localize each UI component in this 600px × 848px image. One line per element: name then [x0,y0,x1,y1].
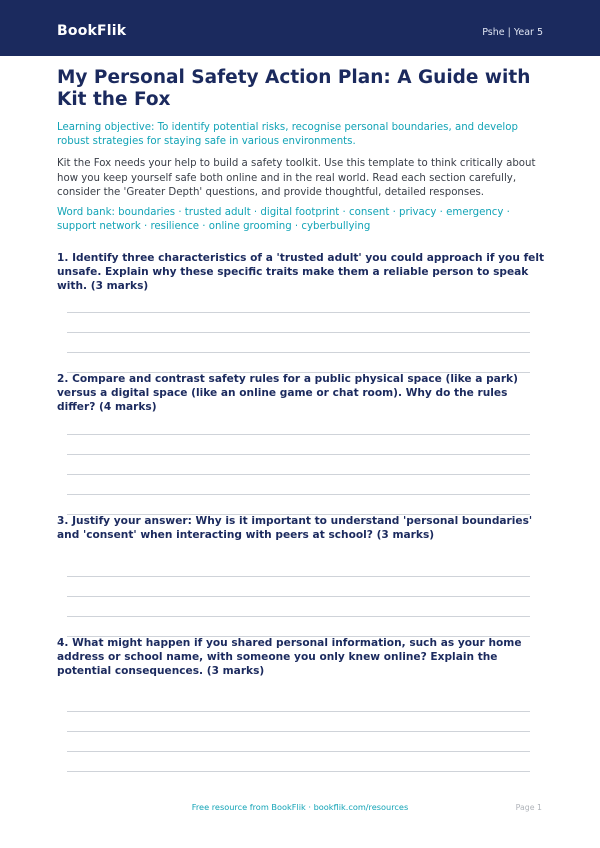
answer-line[interactable] [67,711,530,712]
answer-line[interactable] [67,731,530,732]
answer-line[interactable] [67,596,530,597]
header-bar [0,0,600,56]
question-2 [57,372,547,414]
brand-logo[interactable]: BookFlik [57,23,127,39]
footer-resource-link[interactable]: Free resource from BookFlik · bookflik.com/resources [191,802,409,812]
page-title: My Personal Safety Action Plan: A Guide with Kit the Fox [57,67,531,110]
question-text: 2. Compare and contrast safety rules for a public physical space (like a park) versus a digital space (like an online game or chat room). Why do the rules differ? (4 marks) [57,373,518,413]
question-text: 1. Identify three characteristics of a 'trusted adult' you could approach if you felt unsafe. Explain why these specific traits make them a reliable person to speak with. (3 marks) [57,252,545,292]
page-number: Page 1 [515,803,542,812]
answer-line[interactable] [67,576,530,577]
answer-line[interactable] [67,751,530,752]
question-1 [57,251,547,293]
word-bank: Word bank: boundaries · trusted adult · digital footprint · consent · privacy · emergency · support network · resilience · online grooming · cyberbullying [57,207,510,232]
learning-objective: Learning objective: To identify potential risks, recognise personal boundaries, and develop robust strategies for staying safe in various environments. [57,122,518,147]
answer-line[interactable] [67,454,530,455]
answer-line[interactable] [67,312,530,313]
subject-year: Pshe | Year 5 [482,27,543,38]
question-4 [57,636,547,678]
answer-line[interactable] [67,434,530,435]
answer-line[interactable] [67,771,530,772]
question-3 [57,514,547,542]
answer-line[interactable] [67,474,530,475]
answer-line[interactable] [67,332,530,333]
intro-text: Kit the Fox needs your help to build a safety toolkit. Use this template to think critically about how you keep yourself safe both online and in the real world. Read each section carefully, consider the 'Greater Depth' questions, and provide thoughtful, detailed responses. [57,158,536,198]
answer-line[interactable] [67,352,530,353]
question-text: 3. Justify your answer: Why is it important to understand 'personal boundaries' and 'consent' when interacting with peers at school? (3 marks) [57,515,533,541]
answer-line[interactable] [67,494,530,495]
answer-line[interactable] [67,616,530,617]
question-text: 4. What might happen if you shared personal information, such as your home address or school name, with someone you only knew online? Explain the potential consequences. (3 marks) [57,637,522,677]
